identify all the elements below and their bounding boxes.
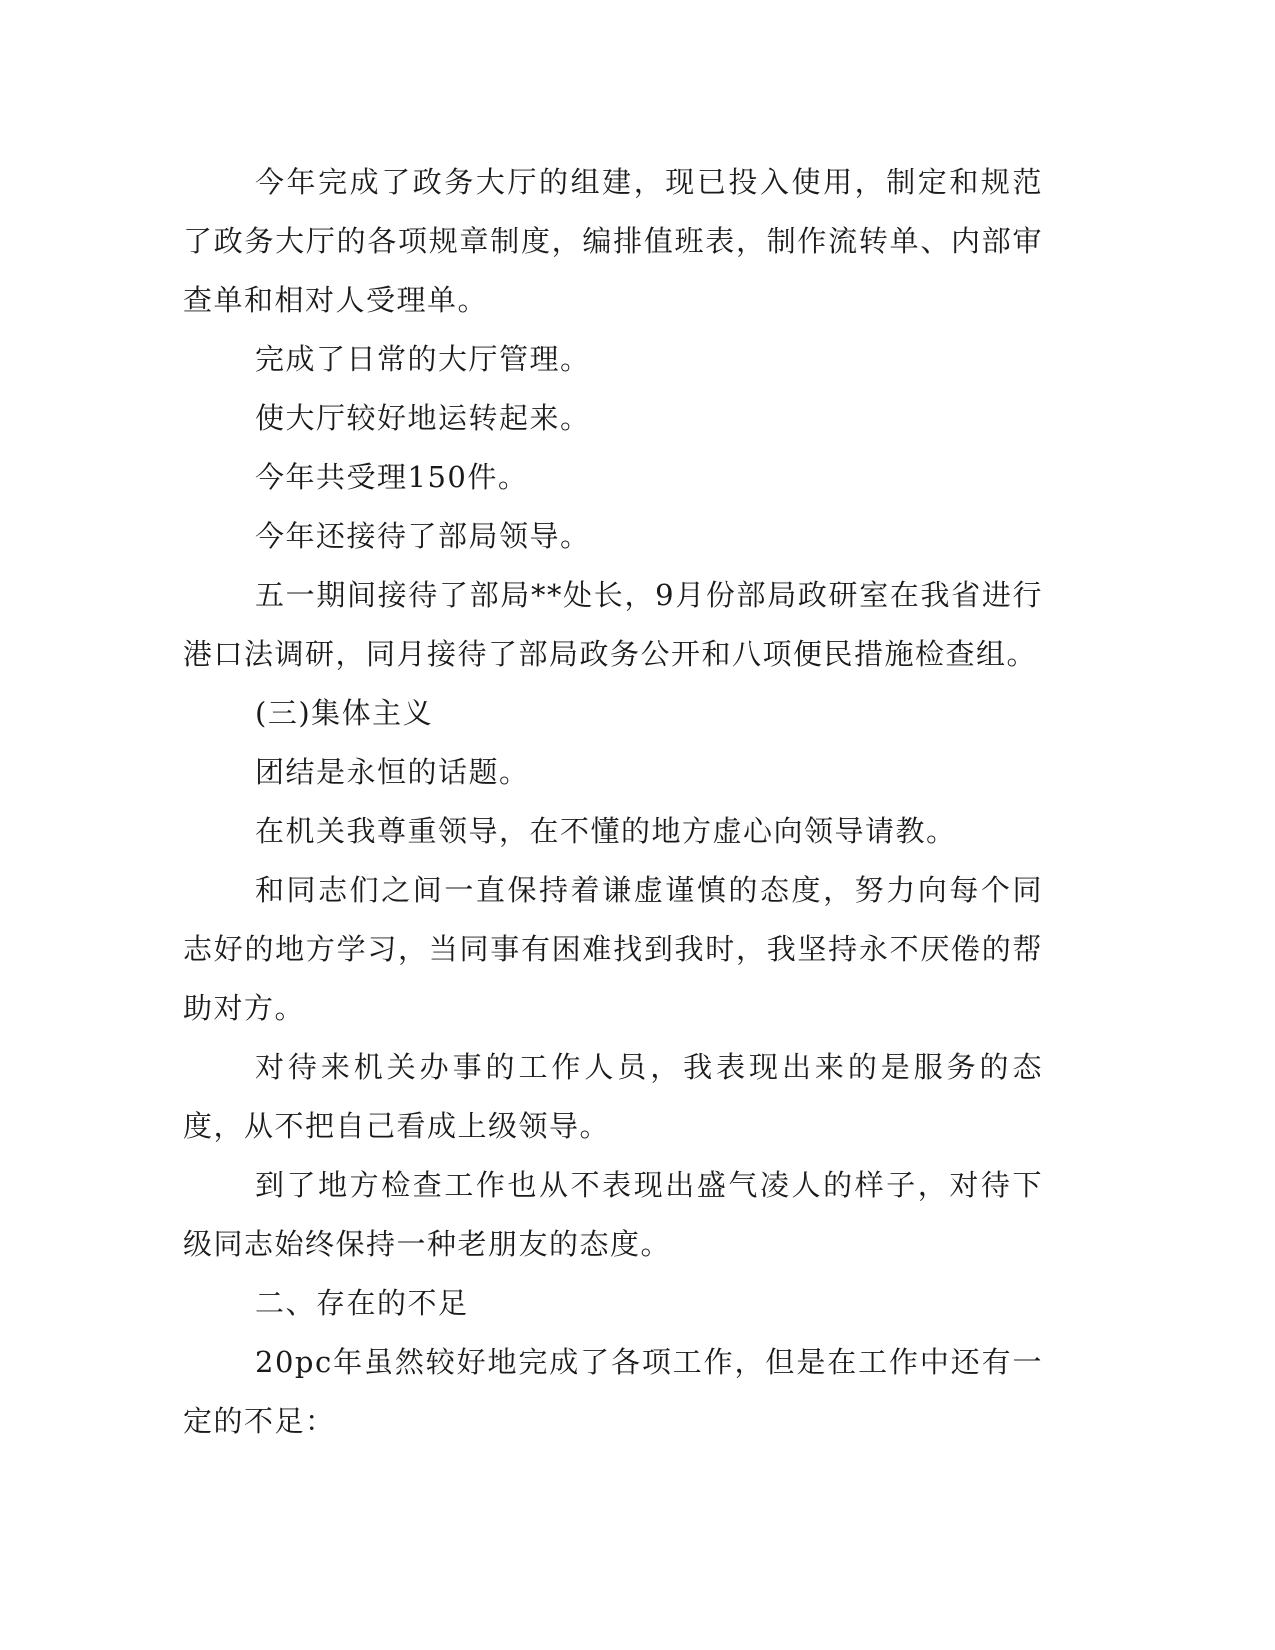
paragraph-service-attitude: 对待来机关办事的工作人员，我表现出来的是服务的态度，从不把自己看成上级领导。 bbox=[183, 1050, 1043, 1143]
paragraph-cases-accepted: 今年共受理150件。 bbox=[255, 460, 529, 494]
paragraph-shortcomings-intro: 20pc年虽然较好地完成了各项工作，但是在工作中还有一定的不足： bbox=[183, 1345, 1043, 1438]
paragraph-received-leaders: 今年还接待了部局领导。 bbox=[255, 519, 591, 553]
paragraph-hall-construction: 今年完成了政务大厅的组建，现已投入使用，制定和规范了政务大厅的各项规章制度，编排值班表，制作流转单、内部审查单和相对人受理单。 bbox=[183, 165, 1043, 317]
paragraph-daily-management: 完成了日常的大厅管理。 bbox=[255, 342, 591, 376]
paragraph-respect-leaders: 在机关我尊重领导，在不懂的地方虚心向领导请教。 bbox=[255, 814, 957, 848]
paragraph-local-inspection: 到了地方检查工作也从不表现出盛气凌人的样子，对待下级同志始终保持一种老朋友的态度。 bbox=[183, 1168, 1043, 1261]
paragraph-colleagues: 和同志们之间一直保持着谦虚谨慎的态度，努力向每个同志好的地方学习，当同事有困难找到我时，我坚持永不厌倦的帮助对方。 bbox=[183, 873, 1043, 1025]
section-heading-collectivism: (三)集体主义 bbox=[255, 696, 434, 730]
document-body bbox=[183, 153, 1043, 1451]
section-heading-shortcomings: 二、存在的不足 bbox=[255, 1286, 469, 1320]
paragraph-hall-operation: 使大厅较好地运转起来。 bbox=[255, 401, 591, 435]
paragraph-may-day-visits: 五一期间接待了部局**处长，9月份部局政研室在我省进行港口法调研，同月接待了部局政务公开和八项便民措施检查组。 bbox=[183, 578, 1043, 671]
paragraph-unity: 团结是永恒的话题。 bbox=[255, 755, 530, 789]
